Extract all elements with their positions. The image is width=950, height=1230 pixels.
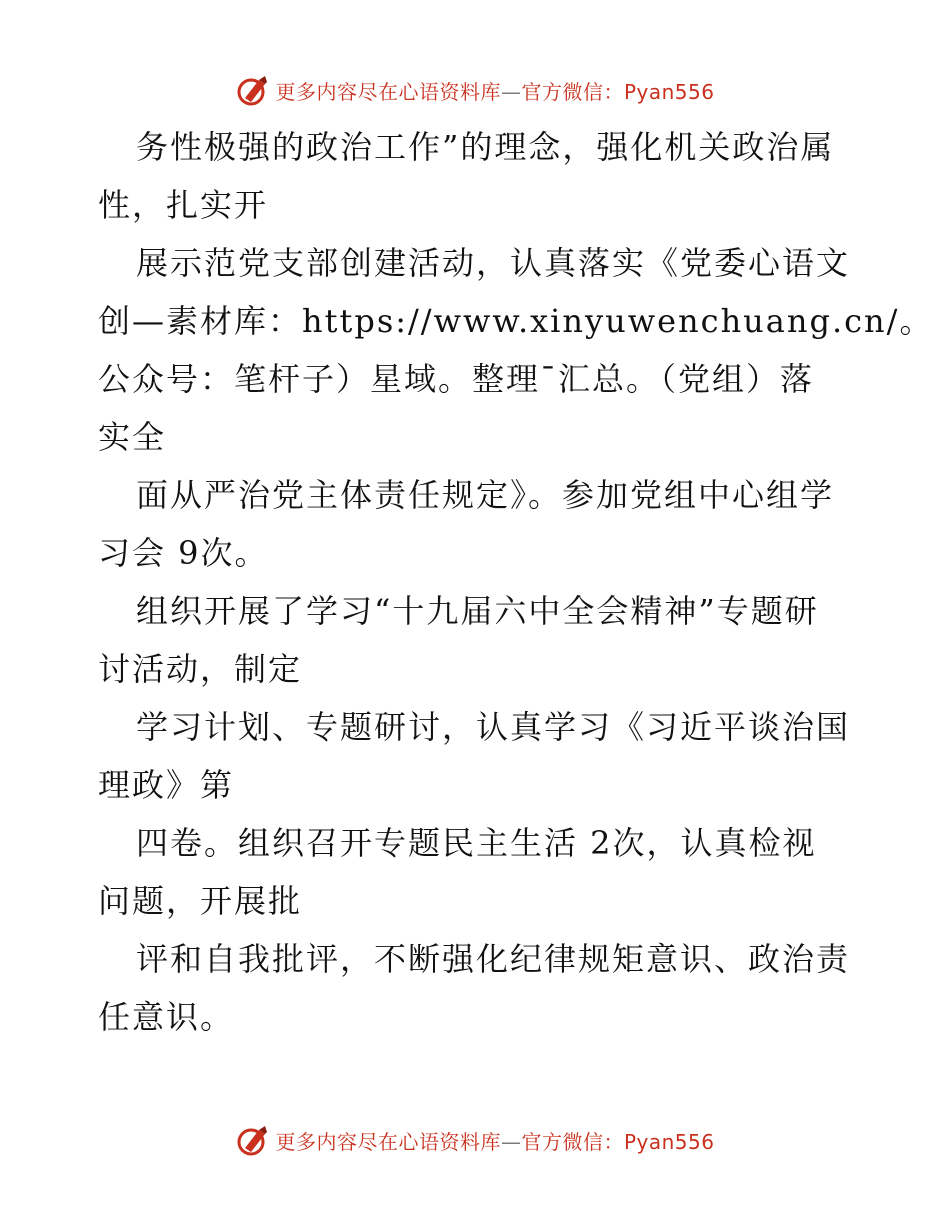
text-line: 务性极强的政治工作”的理念，强化机关政治属 [136,128,835,166]
footer-watermark-contact: 官方微信：Pyan556 [521,1129,715,1154]
text-line: 评和自我批评，不断强化纪律规矩意识、政治责 [136,940,851,978]
text-line: 问题，开展批 [98,882,303,920]
text-line: 学习计划、专题研讨，认真学习《习近平谈治国 [136,708,851,746]
text-line: 习会 9次。 [98,534,269,572]
header-watermark-sep: — [500,79,522,104]
pen-nib-circle-logo-icon [235,1122,271,1158]
footer-watermark-main: 更多内容尽在心语资料库 [275,1129,501,1154]
text-line: 理政》第 [98,766,235,804]
text-line: 四卷。组织召开专题民主生活 2次，认真检视 [136,824,817,862]
document-body [98,118,934,1046]
header-watermark-text [275,76,714,105]
header-watermark [0,70,950,110]
pen-nib-circle-logo-icon [235,72,271,108]
text-line: 性，扎实开 [98,186,269,224]
footer-watermark-sep: — [500,1129,522,1154]
header-watermark-main: 更多内容尽在心语资料库 [275,79,501,104]
header-watermark-contact: 官方微信：Pyan556 [521,79,715,104]
text-line: 创—素材库：https://www.xinyuwenchuang.cn/。 [98,302,934,340]
text-line: 讨活动，制定 [98,650,303,688]
footer-watermark-text [275,1126,714,1155]
text-line: 面从严治党主体责任规定》。参加党组中心组学 [136,476,835,514]
text-line: 展示范党支部创建活动，认真落实《党委心语文 [136,244,851,282]
footer-watermark [0,1120,950,1160]
text-line: 公众号：笔杆子）星域。整理¯汇总。（党组）落 [98,360,815,398]
text-line: 任意识。 [98,998,235,1036]
text-line: 组织开展了学习“十九届六中全会精神”专题研 [136,592,819,630]
text-line: 实全 [98,418,167,456]
